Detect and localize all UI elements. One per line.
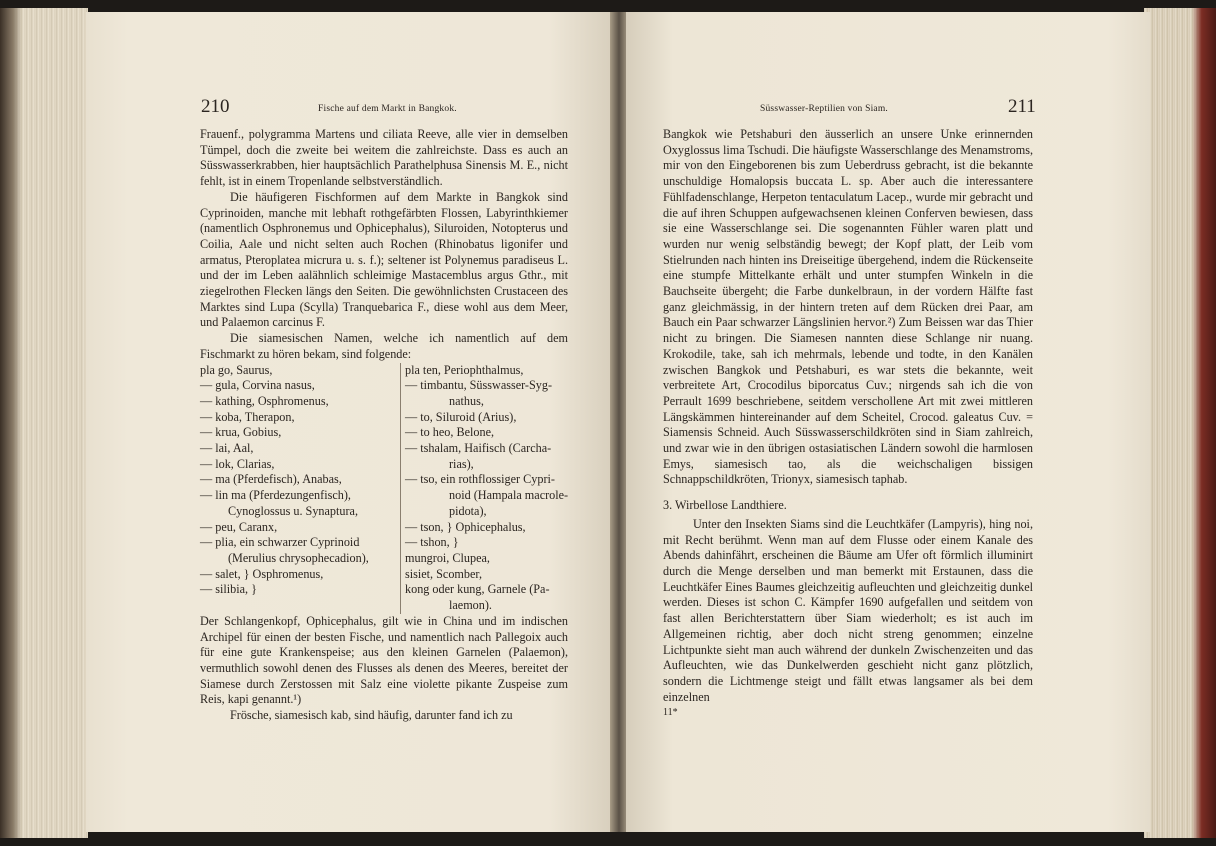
left-paragraph-1: Frauenf., polygramma Martens und ciliata Reeve, alle vier in demselben Tümpel, doch die zweite bei weitem die zahlreichste. Dass es auch an Süsswasserkrabben, hier hauptsächlich Parathelphusa Sinensis M. E., nicht fehlt, ist in einem Tropenlande selbstverständlich. (200, 127, 568, 189)
left-paragraph-3: Die siamesischen Namen, welche ich namentlich auf dem Fischmarkt zu hören bekam, sind folgende: (200, 331, 568, 361)
list-item: — plia, ein schwarzer Cyprinoid (200, 535, 360, 550)
left-paragraph-5: Frösche, siamesisch kab, sind häufig, darunter fand ich zu (230, 708, 513, 723)
list-item: noid (Hampala macrole- (449, 488, 569, 503)
list-item: — koba, Therapon, (200, 409, 295, 424)
right-paragraph-1: Bangkok wie Petshaburi den äusserlich an unsere Unke erinnernden Oxyglossus lima Tschudi. Die häufigste Wasserschlange des Menamstroms, mir von den Eingeborenen bis zum Ueberdruss gebracht, ist die bekannte unschuldige Homalopsis buccata L. sp. Aber auch die interessantere Fühlfadenschlange, Herpeton tentaculatum Lacep., wurde mir gebracht und die auf ihren Schuppen aufgewachsenen kleinen Conferven bewiesen, dass sie eine Wasserschlange sei. Die sogenannten Fühler waren platt und wurden nur wenig selbständig bewegt; der Kopf platt, der Leib vom Stielrunden nach hinten ins Dreiseitige übergehend, indem die Rückenseite eine stumpfe Mittelkante erhält und unter stumpfen Winkeln in die Bauchseite übergeht; die Farbe dunkelbraun, in der vordern Hälfte fast ganz gleichmässig, in der hintern treten auf dem Rücken drei Paar, am Bauch ein Paar schwarzer Längslinien hervor.²) Zum Beissen war das Thier nicht zu bringen. Die Siamesen nannten diese Schlange nir nuang. Krokodile, take, sah ich mehrmals, lebende und todte, in den Kanälen zwischen Bangkok und Petshaburi, es war stets die bekannte, weit verbreitete Art, Crocodilus biporcatus Cuv.; nirgends sah ich die von Perrault 1699 beschriebene, seitdem verschollene Art mit zwei mittleren Längskämmen hintereinander auf dem Scheitel, Crocod. galeatus Cuv. = Siamensis Schneid. Auch Süsswasserschildkröten sind in Siam zahlreich, und zwar wie in den übrigen ostasiatischen Ländern sowohl die harmlosen Emys, siamesisch tao, als die weichschaligen bissigen Schnappschildkröten, Trionyx, siamesisch taphab. (663, 127, 1033, 487)
right-page-edges (1144, 8, 1216, 838)
list-item: (Merulius chrysophecadion), (228, 550, 369, 565)
signature-mark: 11* (663, 707, 678, 719)
list-item: — lin ma (Pferdezungenfisch), (200, 488, 351, 503)
list-item: — silibia, } (200, 582, 257, 597)
list-item: pidota), (449, 503, 487, 518)
list-item: kong oder kung, Garnele (Pa- (405, 582, 550, 597)
right-running-head: Süsswasser-Reptilien von Siam. (760, 104, 888, 114)
list-item: pla ten, Periophthalmus, (405, 362, 524, 377)
right-page-number: 211 (1008, 96, 1036, 117)
list-item: laemon). (449, 598, 492, 613)
fish-names-column-1 (200, 363, 401, 614)
list-item: — salet, } Osphromenus, (200, 566, 324, 581)
list-item: nathus, (449, 393, 484, 408)
right-page-text (663, 127, 1033, 721)
list-item: — krua, Gobius, (200, 425, 282, 440)
list-item: rias), (449, 456, 474, 471)
list-item: — kathing, Osphromenus, (200, 393, 329, 408)
fish-names-list (200, 363, 568, 614)
left-paragraph-2: Die häufigeren Fischformen auf dem Markte in Bangkok sind Cyprinoiden, manche mit lebhaft rothgefärbten Flossen, Labyrinthkiemer (namentlich Osphronemus und Ophicephalus), Siluroiden, Notopterus und Coilia, Aale und nicht selten auch Rochen (Rhinobatus ligonifer und armatus, Pteroplatea micrura u. s. f.); seltener ist Polynemus paradiseus L. und der im Leben aalähnlich schleimige Mastacemblus argus Gthr., mit ziegelrothen Flecken längs den Seiten. Die gewöhnlichsten Crustaceen des Marktes sind Lupa (Scylla) Tranquebarica F., diese wohl aus dem Meer, und Palaemon carcinus F. (200, 189, 568, 330)
list-item: mungroi, Clupea, (405, 550, 490, 565)
list-item: — to, Siluroid (Arius), (405, 409, 517, 424)
list-item: sisiet, Scomber, (405, 566, 483, 581)
left-page-edges (0, 8, 88, 838)
list-item: — timbantu, Süsswasser-Syg- (405, 378, 553, 393)
left-running-head: Fische auf dem Markt in Bangkok. (318, 104, 457, 114)
list-item: — tshalam, Haifisch (Carcha- (405, 441, 552, 456)
list-item: — tshon, } (405, 535, 459, 550)
list-item: — to heo, Belone, (405, 425, 495, 440)
left-paragraph-4: Der Schlangenkopf, Ophicephalus, gilt wie in China und im indischen Archipel für einen der besten Fische, und namentlich nach Pallegoix auch für eine gute Krankenspeise; aus den kleinen Garnelen (Palaemon), vermuthlich sowohl denen des Flusses als denen des Meeres, bereitet der Siamese durch Zerstossen mit Salz eine violette pikante Zuspeise zum Reis, kapi genannt.¹) (200, 613, 568, 707)
section-heading: 3. Wirbellose Landthiere. (663, 498, 787, 513)
fish-names-column-2 (401, 363, 568, 614)
list-item: — tso, ein rothflossiger Cypri- (405, 472, 555, 487)
list-item: — tson, } Ophicephalus, (405, 519, 526, 534)
list-item: pla go, Saurus, (200, 362, 273, 377)
list-item: — ma (Pferdefisch), Anabas, (200, 472, 342, 487)
list-item: — lok, Clarias, (200, 456, 275, 471)
right-paragraph-2: Unter den Insekten Siams sind die Leuchtkäfer (Lampyris), hing noi, mit Recht berühmt. Wenn man auf dem Flusse oder einem Kanale des Abends dahinfährt, erscheinen die Bäume am Ufer oft förmlich illuminirt durch die Menge derselben und man bemerkt mit Erstaunen, dass die Leuchtkäfer Eines Baumes gleichzeitig aufleuchten und gleichzeitig dunkel werden. Dieses ist schon C. Kämpfer 1690 aufgefallen und seitdem von fast allen Berichterstattern über Siam wiederholt; es ist auch im Allgemeinen richtig, aber doch nicht streng genommen; einzelne Lichtpunkte sieht man auch während der dunkeln Zwischenzeiten und das Aufleuchten, wie das Dunkelwerden geschieht nicht ganz plötzlich, sondern die Lichtmenge steigt und fällt etwas langsamer als bei dem einzelnen (663, 516, 1033, 704)
list-item: — gula, Corvina nasus, (200, 378, 315, 393)
list-item: — lai, Aal, (200, 441, 254, 456)
left-page-text (200, 127, 568, 724)
list-item: Cynoglossus u. Synaptura, (228, 503, 359, 518)
list-item: — peu, Caranx, (200, 519, 278, 534)
left-page-number: 210 (201, 96, 230, 117)
